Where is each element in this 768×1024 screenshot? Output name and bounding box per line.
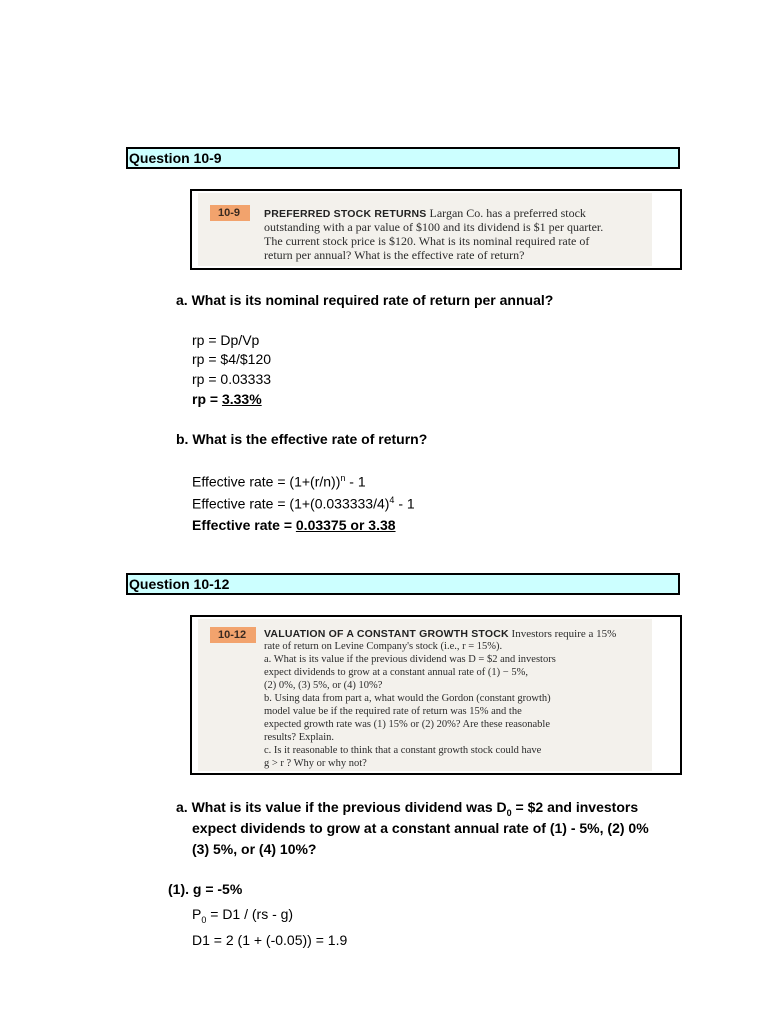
scan-line: expect dividends to grow at a constant annual rate of (1) − 5%, <box>264 667 528 678</box>
question-text: What is its nominal required rate of return per annual? <box>191 292 554 308</box>
gordon-formula: $P_0 = D1 / (rs - g)$ <box>192 906 294 925</box>
scan-title: PREFERRED STOCK RETURNS <box>264 208 427 220</box>
scan-line: model value be if the required rate of return was 15% and the <box>264 706 522 717</box>
scan-line: rate of return on Levine Company's stock (i.e., r = 15%). <box>264 641 503 652</box>
d1-calc: D1 = 2 (1 + (-0.05)) = 1.9 <box>192 932 348 948</box>
scan-line-2: outstanding with a par value of $100 and its dividend is $1 per quarter. <box>264 220 604 234</box>
scan-line: results? Explain. <box>264 732 334 743</box>
scan-line: expected growth rate was (1) 15% or (2) 20%? Are these reasonable <box>264 719 551 730</box>
question-label: a. <box>176 292 188 308</box>
question-a-line-3: (3) 5%, or (4) 10%? <box>192 841 317 857</box>
calc-line-1: rp = Dp/Vp <box>192 332 260 348</box>
question-b <box>176 431 427 447</box>
calc-line-3: rp = 0.03333 <box>192 371 272 387</box>
question-label: b. <box>176 431 189 447</box>
answer-a-value: 3.33% <box>221 391 262 407</box>
case-1-label: (1). g = -5% <box>168 881 243 897</box>
question-a <box>176 292 553 308</box>
question-10-9-header: Question 10-9 <box>126 147 680 169</box>
scan-line: b. Using data from part a, what would the Gordon (constant growth) <box>264 693 551 704</box>
answer-b-value: 0.03375 or 3.38 <box>295 517 396 533</box>
question-text: What is the effective rate of return? <box>192 431 428 447</box>
answer-b: Effective rate = 0.03375 or 3.38 <box>192 517 396 533</box>
problem-tag: 10-12 <box>210 627 256 643</box>
problem-tag: 10-9 <box>210 205 250 221</box>
scan-image <box>198 619 652 771</box>
scan-image <box>198 193 652 266</box>
effective-substitution: Effective rate = ($1+(0.033333/4)^4 - 1$ <box>192 495 415 512</box>
scan-line-4: return per annual? What is the effective rate of return? <box>264 248 525 262</box>
scan-line-1: Largan Co. has a preferred stock <box>429 206 586 220</box>
question-10-12-header: Question 10-12 <box>126 573 680 595</box>
scan-title-rest: Investors require a 15% <box>511 628 617 640</box>
effective-formula: Effective rate = $(1+(r/n))^n - 1$ <box>192 473 366 490</box>
answer-a: rp = 3.33% <box>192 391 262 407</box>
question-a: a. What is its value if the previous dividend was $D_0$ = $2 and investors <box>176 799 639 818</box>
scan-title: VALUATION OF A CONSTANT GROWTH STOCK <box>264 628 509 640</box>
scan-line: g > r ? Why or why not? <box>264 758 367 769</box>
scan-line: a. What is its value if the previous dividend was D = $2 and investors <box>264 654 556 665</box>
scan-line-3: The current stock price is $120. What is its nominal required rate of <box>264 234 590 248</box>
question-label: a. <box>176 799 188 815</box>
calc-line-2: rp = $4/$120 <box>192 351 272 367</box>
problem-10-9-scan <box>190 189 682 270</box>
question-a-line-2: expect dividends to grow at a constant annual rate of (1) - 5%, (2) 0% <box>192 820 649 836</box>
scan-line: (2) 0%, (3) 5%, or (4) 10%? <box>264 680 383 691</box>
problem-10-12-scan <box>190 615 682 775</box>
scan-line: c. Is it reasonable to think that a constant growth stock could have <box>264 745 542 756</box>
